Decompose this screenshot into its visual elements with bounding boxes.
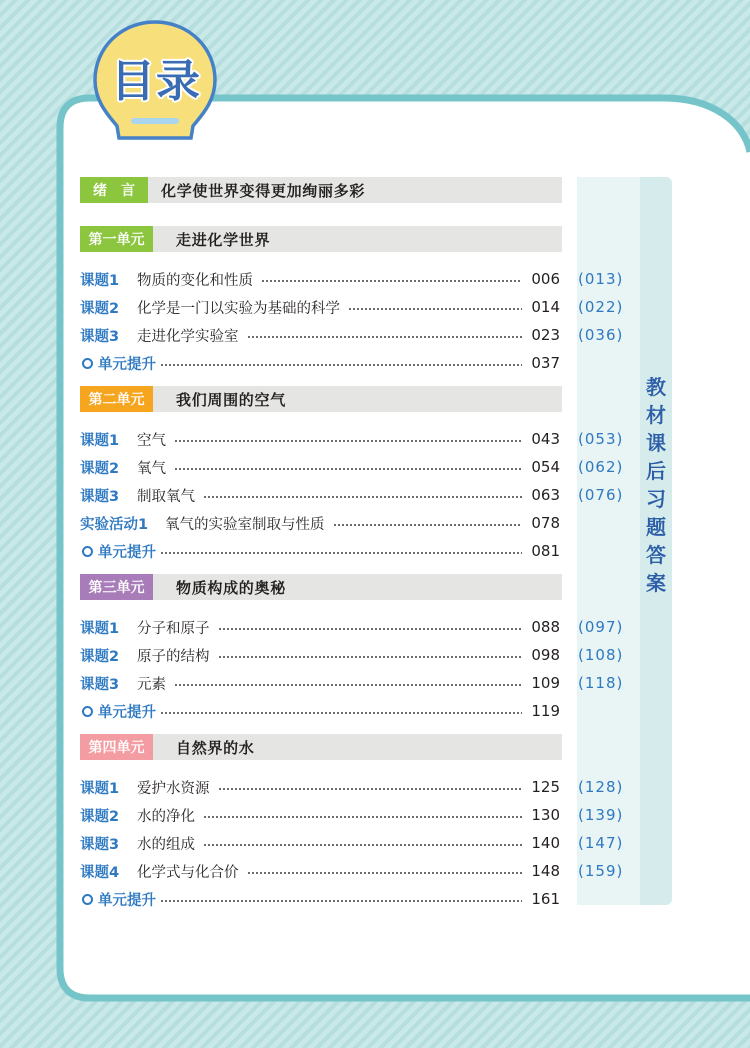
toc-entry	[80, 453, 626, 481]
dot-leader	[218, 773, 523, 801]
page-number: 098	[531, 646, 560, 664]
unit-header	[80, 226, 562, 252]
unit-tag: 第二单元	[80, 386, 153, 412]
entry-title: 氧气的实验室制取与性质	[165, 516, 325, 533]
toc-entry	[80, 613, 626, 641]
page-number: 130	[531, 806, 560, 824]
unit-tag: 第一单元	[80, 226, 153, 252]
unit-header	[80, 734, 562, 760]
table-of-contents	[80, 177, 626, 913]
toc-entry	[80, 509, 626, 537]
unit-header	[80, 574, 562, 600]
answer-page-number: (022)	[578, 298, 624, 316]
unit-header	[80, 386, 562, 412]
answer-page-number: (118)	[578, 674, 624, 692]
dot-leader	[203, 801, 522, 829]
unit-title: 自然界的水	[176, 738, 255, 757]
dot-leader	[333, 509, 523, 537]
answer-page-number: (076)	[578, 486, 624, 504]
page-number: 088	[531, 618, 560, 636]
dot-leader	[261, 265, 522, 293]
page-number: 014	[531, 298, 560, 316]
page-number: 161	[531, 890, 560, 908]
page-title: 目录	[111, 56, 201, 107]
dot-leader	[160, 697, 522, 725]
unit-title: 走进化学世界	[176, 230, 271, 249]
entry-title: 化学式与化合价	[137, 864, 239, 881]
entry-label: 课题3	[80, 488, 120, 505]
unit-title: 我们周围的空气	[176, 390, 286, 409]
entry-label	[80, 353, 156, 374]
toc-entry	[80, 265, 626, 293]
entry-label: 课题2	[80, 808, 120, 825]
answer-page-number: (108)	[578, 646, 624, 664]
toc-entry	[80, 293, 626, 321]
toc-entry	[80, 773, 626, 801]
dot-leader	[247, 321, 523, 349]
intro-tag: 绪 言	[80, 177, 148, 203]
entry-label: 课题1	[80, 620, 120, 637]
entry-title: 化学是一门以实验为基础的科学	[137, 300, 340, 317]
dot-leader	[247, 857, 523, 885]
unit-review-entry	[80, 885, 626, 913]
page-number: 006	[531, 270, 560, 288]
unit-review-entry	[80, 349, 626, 377]
entry-title: 元素	[137, 676, 166, 693]
review-label: 单元提升	[98, 892, 156, 909]
dot-leader	[218, 613, 523, 641]
bulb-base-bar	[131, 118, 179, 124]
answer-page-number: (053)	[578, 430, 624, 448]
toc-entry	[80, 829, 626, 857]
entry-label: 课题1	[80, 272, 120, 289]
entry-label	[80, 701, 156, 722]
answer-page-number: (036)	[578, 326, 624, 344]
entry-label: 课题3	[80, 328, 120, 345]
answer-page-number: (128)	[578, 778, 624, 796]
entry-title: 爱护水资源	[137, 780, 210, 797]
entry-label	[80, 541, 156, 562]
page-number: 109	[531, 674, 560, 692]
ring-icon	[82, 894, 93, 905]
dot-leader	[348, 293, 522, 321]
dot-leader	[160, 537, 522, 565]
entry-label: 课题4	[80, 864, 120, 881]
entry-title: 物质的变化和性质	[137, 272, 253, 289]
entry-label: 课题3	[80, 836, 120, 853]
entry-label: 课题1	[80, 432, 120, 449]
entry-title: 氧气	[137, 460, 166, 477]
intro-title: 化学使世界变得更加绚丽多彩	[161, 181, 366, 200]
ring-icon	[82, 546, 93, 557]
review-label: 单元提升	[98, 704, 156, 721]
dot-leader	[174, 453, 522, 481]
answer-page-number: (139)	[578, 806, 624, 824]
toc-entry	[80, 857, 626, 885]
review-label: 单元提升	[98, 356, 156, 373]
intro-header	[80, 177, 562, 203]
entry-title: 走进化学实验室	[137, 328, 239, 345]
toc-entry	[80, 641, 626, 669]
dot-leader	[203, 829, 522, 857]
unit-title: 物质构成的奥秘	[176, 578, 286, 597]
entry-label: 课题2	[80, 460, 120, 477]
page-number: 078	[531, 514, 560, 532]
dot-leader	[174, 669, 522, 697]
entry-title: 水的组成	[137, 836, 195, 853]
page-number: 054	[531, 458, 560, 476]
unit-tag: 第四单元	[80, 734, 153, 760]
answer-page-number: (013)	[578, 270, 624, 288]
page-number: 125	[531, 778, 560, 796]
entry-label: 课题2	[80, 648, 120, 665]
ring-icon	[82, 358, 93, 369]
page-number: 023	[531, 326, 560, 344]
entry-label: 课题1	[80, 780, 120, 797]
entry-label: 课题3	[80, 676, 120, 693]
page-number: 119	[531, 702, 560, 720]
dot-leader	[160, 885, 522, 913]
page-number: 037	[531, 354, 560, 372]
answer-panel-label: 教材课后习题答案	[646, 375, 666, 595]
entry-title: 分子和原子	[137, 620, 210, 637]
dot-leader	[203, 481, 522, 509]
unit-review-entry	[80, 697, 626, 725]
dot-leader	[160, 349, 522, 377]
entry-label: 课题2	[80, 300, 120, 317]
dot-leader	[218, 641, 523, 669]
entry-title: 水的净化	[137, 808, 195, 825]
toc-entry	[80, 669, 626, 697]
answer-page-number: (062)	[578, 458, 624, 476]
answer-page-number: (097)	[578, 618, 624, 636]
entry-label	[80, 889, 156, 910]
entry-title: 原子的结构	[137, 648, 210, 665]
review-label: 单元提升	[98, 544, 156, 561]
ring-icon	[82, 706, 93, 717]
entry-label: 实验活动1	[80, 516, 149, 533]
page-number: 140	[531, 834, 560, 852]
toc-entry	[80, 481, 626, 509]
toc-entry	[80, 801, 626, 829]
dot-leader	[174, 425, 522, 453]
entry-title: 空气	[137, 432, 166, 449]
page-number: 148	[531, 862, 560, 880]
page-number: 063	[531, 486, 560, 504]
unit-tag: 第三单元	[80, 574, 153, 600]
toc-entry	[80, 321, 626, 349]
page-number: 043	[531, 430, 560, 448]
answer-page-number: (159)	[578, 862, 624, 880]
toc-entry	[80, 425, 626, 453]
page-number: 081	[531, 542, 560, 560]
unit-review-entry	[80, 537, 626, 565]
answer-page-number: (147)	[578, 834, 624, 852]
entry-title: 制取氧气	[137, 488, 195, 505]
